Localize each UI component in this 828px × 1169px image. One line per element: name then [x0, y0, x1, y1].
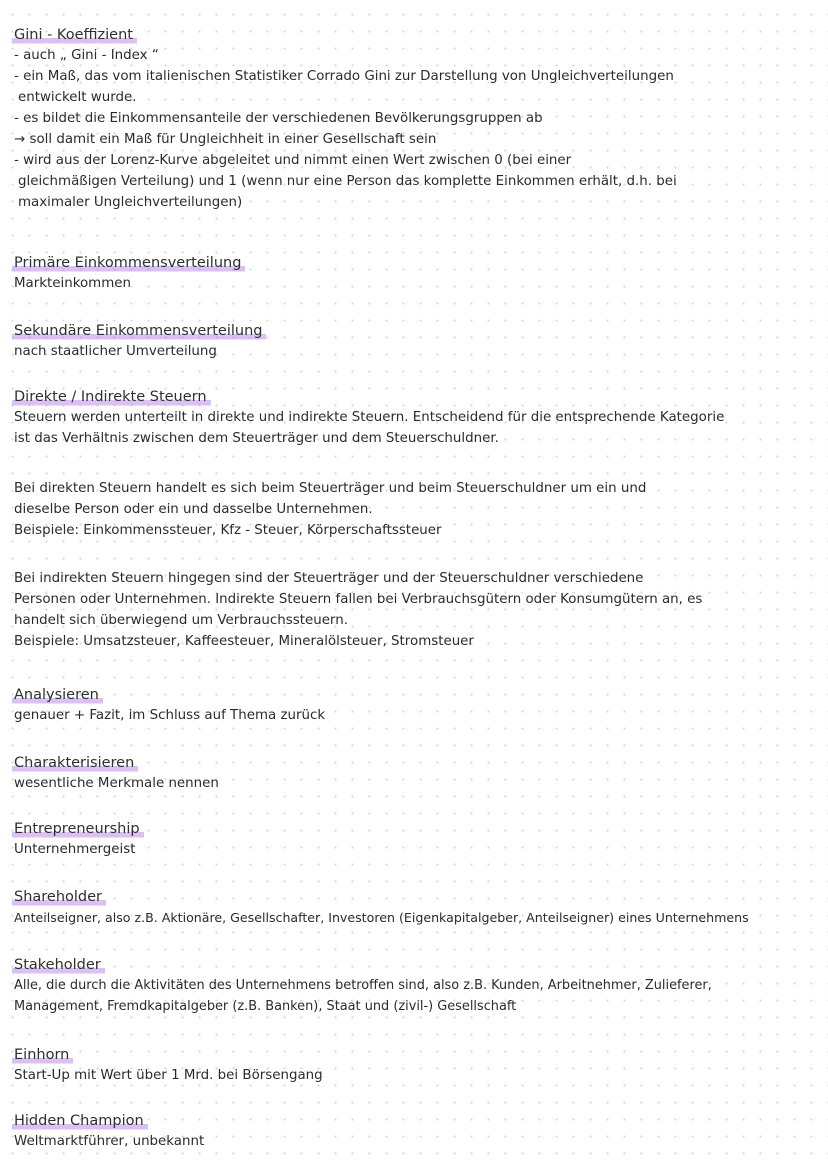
text-line: Beispiele: Einkommenssteuer, Kfz - Steuer, Körperschaftssteuer	[14, 523, 442, 538]
section-einhorn	[14, 1044, 822, 1086]
heading-sekundaere-einkommensverteilung: Sekundäre Einkommensverteilung	[12, 322, 266, 341]
text-line: wesentliche Merkmale nennen	[14, 776, 219, 791]
heading-charakterisieren: Charakterisieren	[12, 754, 138, 773]
section-entrepreneurship	[14, 818, 822, 860]
text-line: Start-Up mit Wert über 1 Mrd. bei Börsengang	[14, 1068, 323, 1083]
text-line: Weltmarktführer, unbekannt	[14, 1134, 205, 1149]
heading-analysieren: Analysieren	[12, 686, 103, 705]
text-line: nach staatlicher Umverteilung	[14, 344, 217, 359]
text-line: maximaler Ungleichverteilungen)	[18, 195, 243, 210]
text-line: Unternehmergeist	[14, 842, 136, 857]
text-line: Bei indirekten Steuern hingegen sind der Steuerträger und der Steuerschuldner verschiedene	[14, 571, 644, 586]
section-hidden-champion	[14, 1110, 822, 1152]
text-line: dieselbe Person oder ein und dasselbe Unternehmen.	[14, 502, 373, 517]
text-line: Beispiele: Umsatzsteuer, Kaffeesteuer, Mineralölsteuer, Stromsteuer	[14, 634, 474, 649]
paragraph-indirekte-steuern	[14, 568, 822, 652]
heading-direkte-indirekte-steuern: Direkte / Indirekte Steuern	[12, 388, 211, 407]
section-stakeholder	[14, 954, 822, 1017]
text-line: ist das Verhältnis zwischen dem Steuerträger und dem Steuerschuldner.	[14, 431, 499, 446]
text-line: Personen oder Unternehmen. Indirekte Steuern fallen bei Verbrauchsgütern oder Konsumgütern an, es	[14, 592, 703, 607]
text-line: Anteilseigner, also z.B. Aktionäre, Gesellschafter, Investoren (Eigenkapitalgeber, Anteilseigner) eines Unternehmens	[14, 910, 749, 925]
section-shareholder	[14, 886, 822, 928]
paragraph-direkte-steuern	[14, 478, 822, 541]
section-charakterisieren	[14, 752, 822, 794]
text-line: entwickelt wurde.	[18, 90, 137, 105]
heading-entrepreneurship: Entrepreneurship	[12, 820, 144, 839]
text-line: handelt sich überwiegend um Verbrauchssteuern.	[14, 613, 348, 628]
text-line: Alle, die durch die Aktivitäten des Unternehmens betroffen sind, also z.B. Kunden, Arbeitnehmer, Zulieferer,	[14, 978, 712, 993]
text-line: gleichmäßigen Verteilung) und 1 (wenn nur eine Person das komplette Einkommen erhält, d.h. bei	[18, 174, 677, 189]
heading-gini-koeffizient: Gini - Koeffizient	[12, 26, 137, 45]
section-sekundaere-einkommensverteilung	[14, 320, 822, 362]
section-gini-koeffizient	[14, 24, 822, 213]
text-line: - ein Maß, das vom italienischen Statistiker Corrado Gini zur Darstellung von Ungleichverteilungen	[14, 69, 674, 84]
section-primaere-einkommensverteilung	[14, 252, 822, 294]
text-line: Markteinkommen	[14, 276, 131, 291]
heading-hidden-champion: Hidden Champion	[12, 1112, 148, 1131]
paragraph-steuern-definition	[14, 407, 822, 449]
text-line: - es bildet die Einkommensanteile der verschiedenen Bevölkerungsgruppen ab	[14, 111, 543, 126]
heading-primaere-einkommensverteilung: Primäre Einkommensverteilung	[12, 254, 245, 273]
heading-stakeholder: Stakeholder	[12, 956, 105, 975]
text-line: Steuern werden unterteilt in direkte und indirekte Steuern. Entscheidend für die entsprechende Kategorie	[14, 410, 725, 425]
text-line: Management, Fremdkapitalgeber (z.B. Banken), Staat und (zivil-) Gesellschaft	[14, 999, 517, 1014]
heading-einhorn: Einhorn	[12, 1046, 73, 1065]
text-line: Bei direkten Steuern handelt es sich beim Steuerträger und beim Steuerschuldner um ein und	[14, 481, 647, 496]
heading-shareholder: Shareholder	[12, 888, 106, 907]
text-line: - auch „ Gini - Index “	[14, 48, 159, 63]
section-direkte-indirekte-steuern	[14, 386, 822, 449]
text-line: → soll damit ein Maß für Ungleichheit in einer Gesellschaft sein	[14, 132, 437, 147]
section-analysieren	[14, 684, 822, 726]
text-line: genauer + Fazit, im Schluss auf Thema zurück	[14, 708, 326, 723]
text-line: - wird aus der Lorenz-Kurve abgeleitet und nimmt einen Wert zwischen 0 (bei einer	[14, 153, 572, 168]
